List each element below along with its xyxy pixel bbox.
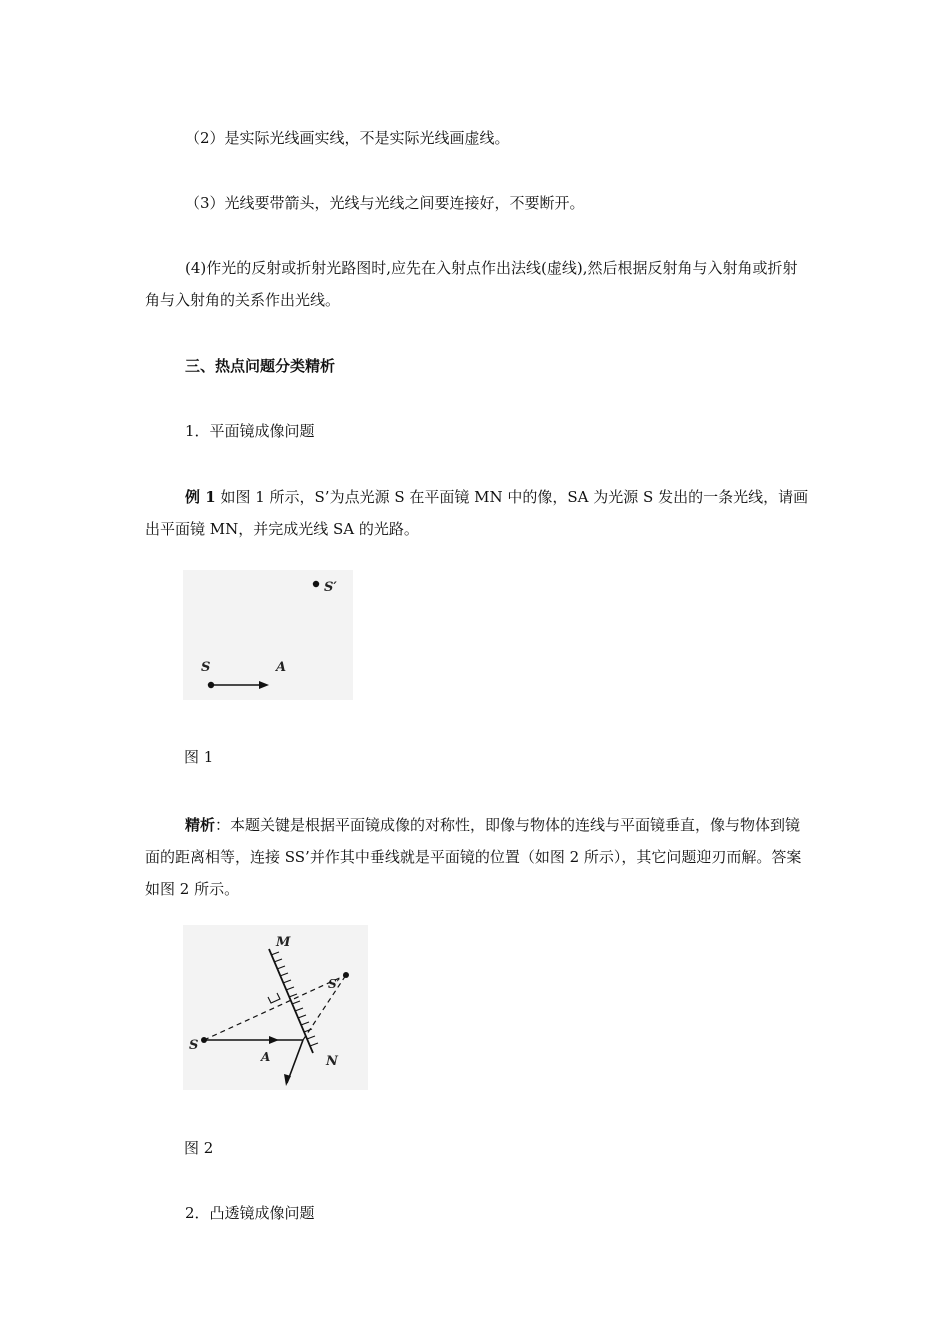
section-heading: 三、热点问题分类精析 <box>185 357 336 375</box>
figure-2-caption: 图 2 <box>184 1139 214 1157</box>
figure-1-caption: 图 1 <box>184 748 214 766</box>
image-point-s-prime <box>313 581 319 587</box>
figure-1 <box>183 570 353 700</box>
example-lead: 例 1 <box>185 488 216 506</box>
label-n: N <box>326 1054 338 1069</box>
rule-item-4: (4)作光的反射或折射光路图时,应先在入射点作出法线(虚线),然后根据反射角与入射角或折射角与入射角的关系作出光线。 <box>145 259 798 309</box>
subsection-title-1: 1．平面镜成像问题 <box>185 422 315 440</box>
example-1-paragraph <box>145 481 810 545</box>
subsection-title-2: 2．凸透镜成像问题 <box>185 1204 315 1222</box>
example-text: 如图 1 所示，S’为点光源 S 在平面镜 MN 中的像，SA 为光源 S 发出的一条光线，请画出平面镜 MN，并完成光线 SA 的光路。 <box>145 488 809 538</box>
rule-item-2: （2）是实际光线画实线，不是实际光线画虚线。 <box>185 129 510 147</box>
figure-2 <box>183 925 368 1090</box>
analysis-paragraph <box>145 809 810 905</box>
analysis-lead: 精析 <box>185 816 216 834</box>
label-a: A <box>276 660 287 675</box>
analysis-text: ：本题关键是根据平面镜成像的对称性，即像与物体的连线与平面镜垂直，像与物体到镜面的距离相等，连接 SS’并作其中垂线就是平面镜的位置（如图 2 所示），其它问题迎刃而解。答案如图 2 所示。 <box>145 816 802 898</box>
label-m: M <box>276 935 291 950</box>
label-s: S <box>189 1038 199 1053</box>
label-s-prime: S′ <box>324 580 337 595</box>
label-s: S <box>201 660 211 675</box>
label-a: A <box>261 1050 271 1064</box>
label-s-prime: S′ <box>328 977 340 991</box>
rule-item-3: （3）光线要带箭头，光线与光线之间要连接好，不要断开。 <box>185 194 585 212</box>
